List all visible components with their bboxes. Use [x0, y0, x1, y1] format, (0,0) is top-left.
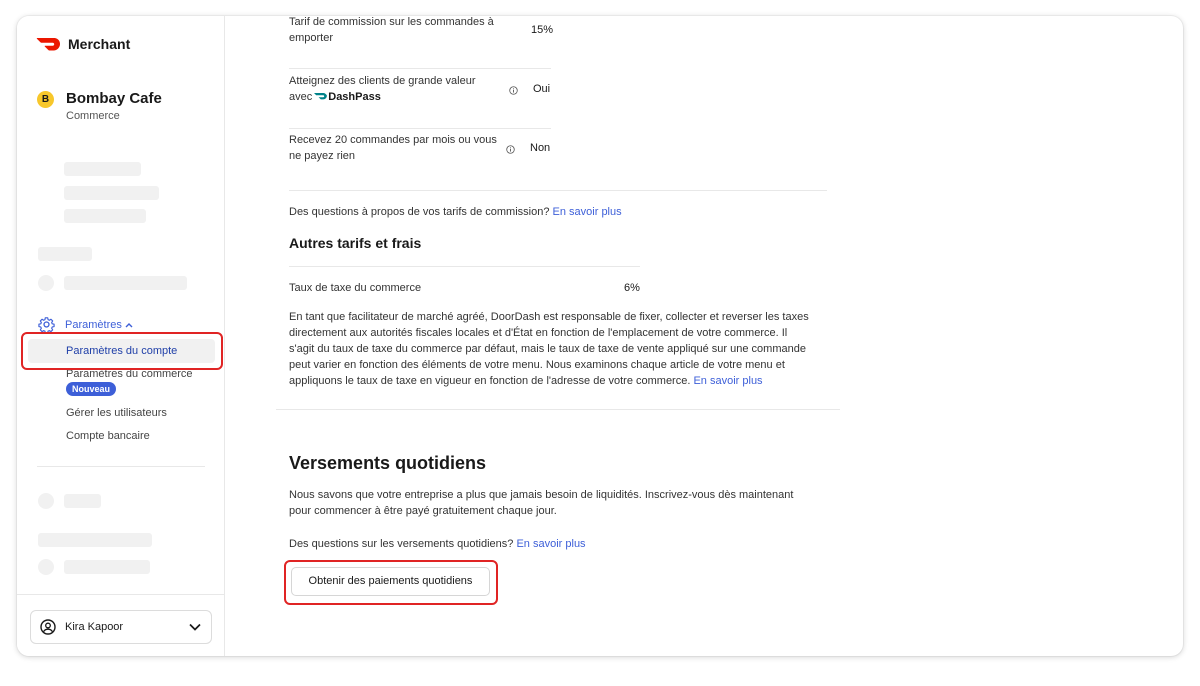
skeleton-line [64, 276, 187, 290]
main-content [225, 16, 1183, 656]
paragraph-line: pour commencer à être payé gratuitement chaque jour. [289, 505, 557, 517]
store-avatar: B [37, 91, 54, 108]
highlight-box [284, 560, 498, 605]
rate-value: Non [530, 142, 551, 154]
paragraph-line: En tant que facilitateur de marché agréé, DoorDash est responsable de fixer, collecter et reverser les taxes [289, 311, 809, 323]
tax-label: Taux de taxe du commerce [289, 282, 422, 294]
skeleton-line [64, 494, 101, 508]
nav-item-label: Paramètres du compte [66, 345, 178, 357]
dashpass-label: DashPass [328, 91, 381, 103]
commission-question-text: Des questions à propos de vos tarifs de commission? [289, 206, 550, 218]
nav-item-store-settings[interactable]: Paramètres du commerce [66, 368, 193, 380]
rate-label-line: Recevez 20 commandes par mois ou vous [289, 134, 497, 146]
store-name: Bombay Cafe [66, 90, 162, 107]
info-icon[interactable] [506, 145, 515, 154]
tax-learn-more-link[interactable]: En savoir plus [693, 375, 763, 387]
chevron-down-icon [189, 623, 201, 631]
rate-label [289, 16, 494, 46]
nav-settings[interactable] [38, 316, 133, 333]
user-avatar-icon [40, 619, 56, 635]
daily-payouts-title: Versements quotidiens [289, 453, 487, 473]
rate-label-line: Atteignez des clients de grande valeur [289, 75, 476, 87]
tax-value: 6% [624, 282, 640, 294]
chevron-up-icon [125, 322, 133, 328]
paragraph-line: Nous savons que votre entreprise a plus que jamais besoin de liquidités. Inscrivez-vous dès maintenant [289, 489, 794, 501]
skeleton-line [38, 247, 92, 261]
row-divider [289, 68, 551, 69]
rate-label-line: Tarif de commission sur les commandes à [289, 16, 494, 28]
rate-value: 15% [531, 24, 554, 36]
row-divider [289, 266, 640, 267]
new-badge: Nouveau [66, 382, 116, 396]
section-divider [289, 190, 827, 191]
daily-question [289, 536, 586, 552]
highlight-box [21, 332, 223, 370]
rate-label-line: ne payez rien [289, 150, 356, 162]
gear-icon [38, 316, 55, 333]
sidebar-divider [17, 594, 224, 595]
paragraph-line: s'agit du taux de taxe du commerce par défaut, mais le taux de taxe de vente appliqué sur une commande [289, 343, 806, 355]
row-divider [289, 128, 551, 129]
rate-label-line: avec [289, 91, 313, 103]
rate-label [289, 132, 497, 164]
daily-learn-more-link[interactable]: En savoir plus [516, 538, 586, 550]
sidebar [17, 16, 225, 656]
app-window [17, 16, 1183, 656]
other-fees-title: Autres tarifs et frais [289, 235, 422, 251]
section-divider [276, 409, 840, 410]
nav-settings-label: Paramètres [65, 318, 122, 331]
paragraph-line: peut varier en fonction des éléments de votre menu. Nous examinons chaque article de votre menu et [289, 359, 785, 371]
rate-label-line: emporter [289, 32, 334, 44]
user-menu[interactable] [30, 610, 212, 644]
skeleton-circle [38, 275, 54, 291]
store-type: Commerce [66, 110, 120, 122]
skeleton-line [64, 560, 150, 574]
skeleton-circle [38, 493, 54, 509]
user-name: Kira Kapoor [65, 621, 124, 633]
doordash-logo-icon [36, 37, 60, 51]
nav-item-manage-users[interactable]: Gérer les utilisateurs [66, 407, 167, 419]
dashpass-logo-icon [313, 92, 327, 101]
skeleton-line [64, 209, 146, 223]
skeleton-line [64, 186, 159, 200]
daily-question-text: Des questions sur les versements quotidiens? [289, 538, 514, 550]
commission-learn-more-link[interactable]: En savoir plus [552, 206, 622, 218]
skeleton-line [64, 162, 141, 176]
info-icon[interactable] [509, 86, 518, 95]
daily-paragraph [289, 487, 849, 519]
paragraph-line: directement aux autorités fiscales locales et d'État en fonction de l'emplacement de votre commerce. Il [289, 327, 788, 339]
sidebar-divider [37, 466, 205, 467]
brand-name: Merchant [68, 36, 131, 52]
get-daily-payments-button[interactable]: Obtenir des paiements quotidiens [291, 567, 490, 596]
nav-item-bank-account[interactable]: Compte bancaire [66, 430, 150, 442]
paragraph-line: appliquons le taux de taxe en vigueur en fonction de l'adresse de votre commerce. [289, 375, 691, 387]
tax-paragraph [289, 309, 849, 389]
skeleton-circle [38, 559, 54, 575]
rate-label [289, 73, 476, 105]
rate-value: Oui [533, 83, 551, 95]
commission-question [289, 204, 622, 220]
brand[interactable] [36, 36, 130, 52]
skeleton-line [38, 533, 152, 547]
